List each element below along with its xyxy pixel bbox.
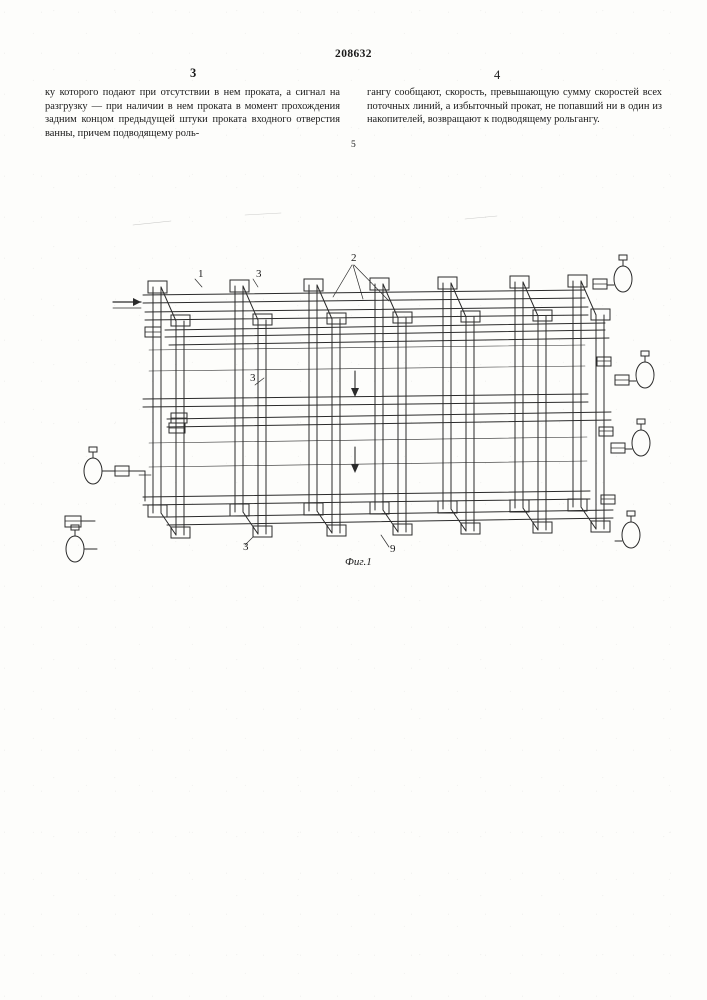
left-text-column: [45, 86, 340, 140]
left-column-number: 3: [190, 66, 197, 80]
right-column-paragraph: гангу сообщают, скорость, превышающую сумму скоростей всех поточных линий, а избыточный прокат, не попавший ни в один из накопителей, возвращают к подводящему рольгангу.: [367, 87, 662, 126]
figure-label-3-mid: 3: [250, 372, 256, 384]
line-number-marker: 5: [351, 140, 356, 150]
figure-caption: Фиг.1: [345, 556, 372, 568]
figure-label-2: 2: [351, 252, 357, 264]
figure-callout-labels: [198, 252, 396, 555]
figure-label-9: 9: [390, 543, 396, 555]
figure-label-3-bottom: 3: [243, 541, 249, 553]
right-column-number: 4: [494, 68, 501, 82]
figure-label-3-top: 3: [256, 268, 262, 280]
figure-1: [45, 175, 665, 595]
patent-number: 208632: [335, 48, 372, 60]
figure-1-drawing: [45, 175, 665, 595]
left-column-paragraph: ку которого подают при отсутствии в нем проката, а сигнал на разгрузку — при наличии в нем проката в момент прохождения задним концом предыдущей штуки проката входного отверстия ванны, причем подводящему роль-: [45, 87, 340, 139]
right-text-column: [367, 86, 662, 127]
figure-label-1: 1: [198, 268, 204, 280]
